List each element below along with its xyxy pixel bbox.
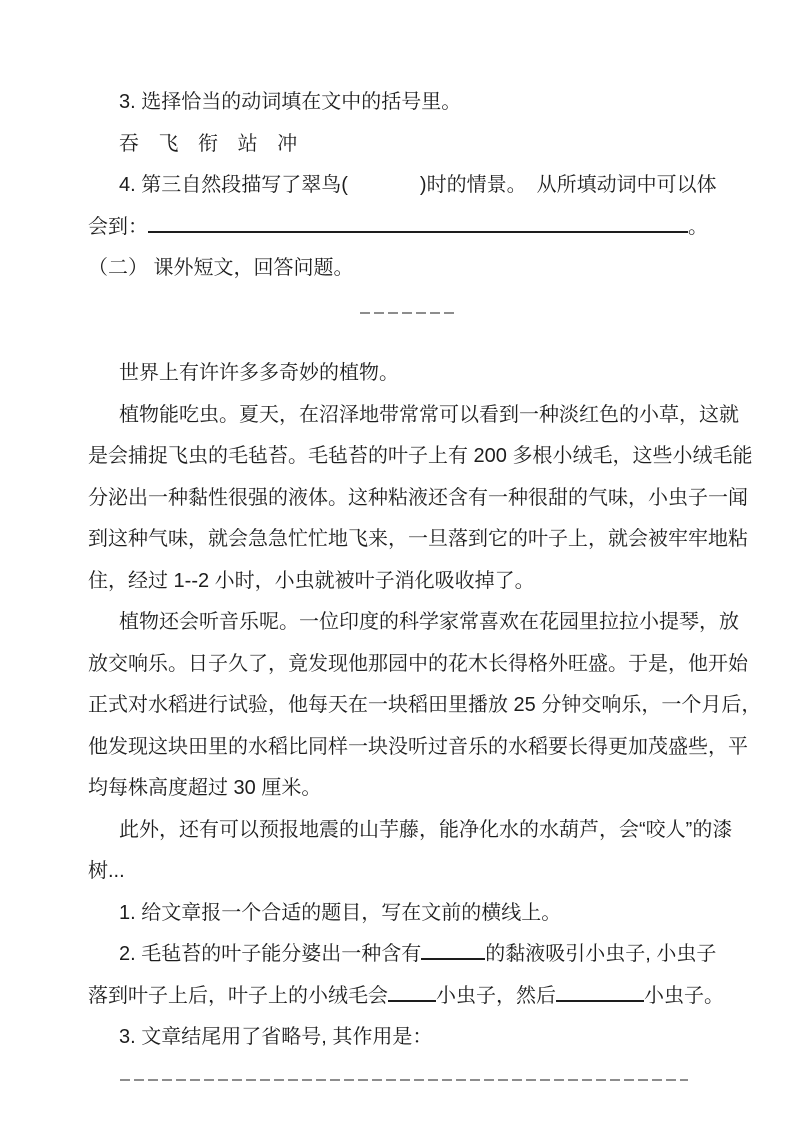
question-2-cont-text-3: 小虫子。 <box>644 984 724 1007</box>
essay-line: 到这种气味，就会急急忙忙地飞来，一旦落到它的叶子上，就会被牢牢地粘 <box>88 528 748 550</box>
essay-line: 植物能吃虫。夏天，在沼泽地带常常可以看到一种淡红色的小草，这就 <box>119 403 739 426</box>
essay-line: 分泌出一种黏性很强的液体。这种粘液还含有一种很甜的气味，小虫子一闻 <box>88 486 748 509</box>
question-4-text-after-paren: )时的情景。 从所填动词中可以体 <box>419 174 717 196</box>
answer-blank-inline <box>421 955 485 960</box>
essay-line: 是会捕捉飞虫的毛毡苔。毛毡苔的叶子上有 200 多根小绒毛，这些小绒毛能 <box>88 445 753 467</box>
question-4-answer-prefix: 会到： <box>88 215 148 238</box>
section-2-heading: （二） 课外短文，回答问题。 <box>88 257 354 279</box>
answer-dashed-row <box>88 1079 705 1121</box>
essay-line: 住，经过 1--2 小时，小虫就被叶子消化吸收掉了。 <box>88 569 535 592</box>
essay-line: 植物还会听音乐呢。一位印度的科学家常喜欢在花园里拉拉小提琴，放 <box>119 611 739 633</box>
question-4-prompt <box>88 165 717 207</box>
question-4-answer-line <box>88 207 708 249</box>
essay-line: 树... <box>88 860 125 882</box>
question-1-prompt: 1. 给文章报一个合适的题目，写在文前的横线上。 <box>119 901 562 924</box>
question-4-text-before-paren: 4. 第三自然段描写了翠鸟( <box>119 174 348 196</box>
verb-options: 吞 飞 衔 站 冲 <box>119 132 305 155</box>
question-2-cont-text-2: 小虫子，然后 <box>436 984 556 1007</box>
question-2-continuation <box>88 976 724 1018</box>
question-3-ellipsis-prompt: 3. 文章结尾用了省略号, 其作用是： <box>119 1026 433 1048</box>
question-4-answer-period: 。 <box>688 215 708 238</box>
answer-dashed-line <box>120 1079 688 1081</box>
essay-line: 此外，还有可以预报地震的山芋藤，能净化水的水葫芦，会“咬人”的漆 <box>119 818 733 841</box>
essay-line: 均每株高度超过 30 厘米。 <box>88 777 322 799</box>
essay-line: 世界上有许许多多奇妙的植物。 <box>119 362 399 384</box>
answer-blank-inline <box>388 997 436 1002</box>
question-2-cont-text-1: 落到叶子上后，叶子上的小绒毛会 <box>88 984 388 1007</box>
answer-blank-inline <box>556 997 644 1002</box>
question-3-prompt: 3. 选择恰当的动词填在文中的括号里。 <box>119 91 462 113</box>
question-2-text-before-blank: 2. 毛毡苔的叶子能分婆出一种含有 <box>119 943 422 965</box>
essay-line: 放交响乐。日子久了，竟发现他那园中的花木长得格外旺盛。于是，他开始 <box>88 652 748 675</box>
essay-line: 他发现这块田里的水稻比同样一块没听过音乐的水稻要长得更加茂盛些，平 <box>88 735 748 758</box>
answer-blank-line <box>148 228 688 233</box>
essay-line: 正式对水稻进行试验，他每天在一块稻田里播放 25 分钟交响乐，一个月后， <box>88 694 762 716</box>
essay-title-blank-row <box>88 312 705 354</box>
essay-title-dashed-line <box>360 312 456 314</box>
question-2-prompt <box>88 934 717 976</box>
question-2-text-after-blank: 的黏液吸引小虫子, 小虫子 <box>485 943 717 965</box>
